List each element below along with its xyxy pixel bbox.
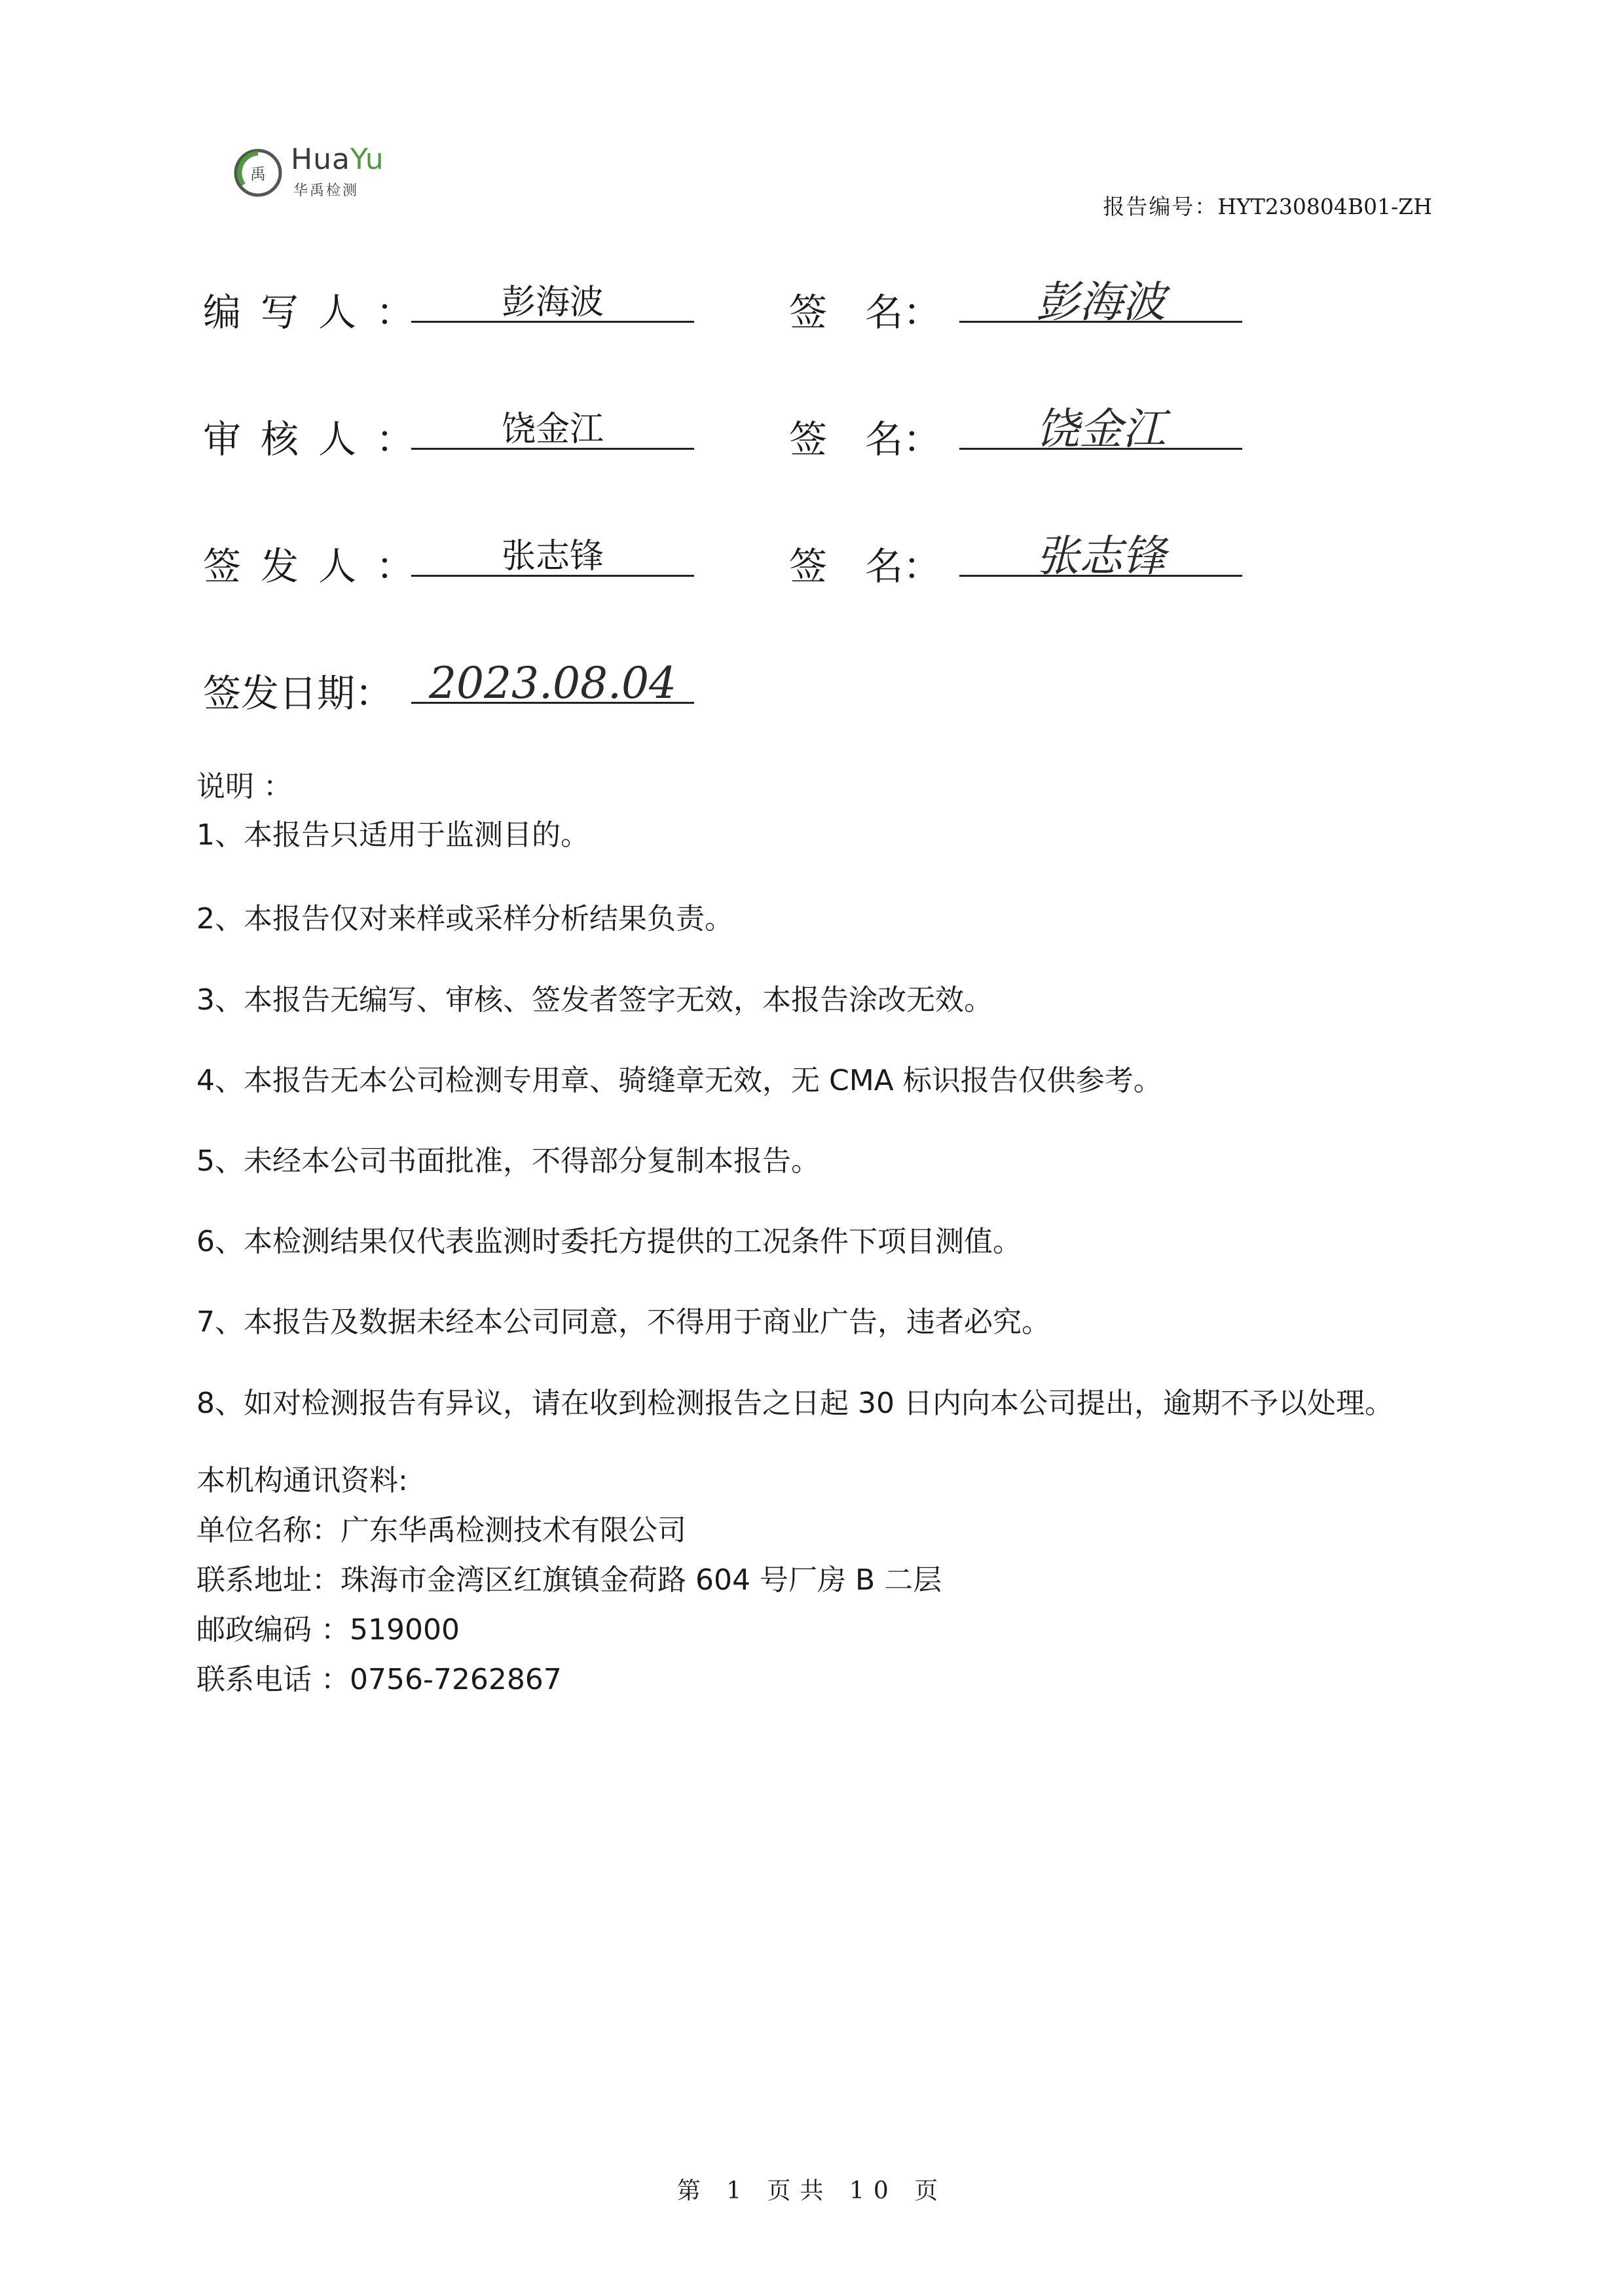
issue-date-value: 2023.08.04 [429,658,676,708]
issuer-signature-line [959,529,1242,581]
logo-subtitle: 华禹检测 [293,183,360,199]
contact-section [196,1459,1441,1703]
contact-heading: 本机构通讯资料: [196,1463,408,1497]
report-number-value: HYT230804B01-ZH [1217,194,1432,219]
note-item: 3、本报告无编写、审核、签发者签字无效，本报告涂改无效。 [196,983,993,1017]
author-signature: 彭海波 [1036,277,1166,327]
issuer-label: 签发人： [203,544,434,589]
reviewer-signature: 饶金江 [1036,404,1166,454]
author-name: 彭海波 [411,275,694,323]
issuer-name: 张志锋 [411,529,694,577]
contact-postcode: 邮政编码 ：519000 [196,1613,460,1647]
note-item: 6、本检测结果仅代表监测时委托方提供的工况条件下项目测值。 [196,1225,1022,1259]
note-item: 2、本报告仅对来样或采样分析结果负责。 [196,902,733,936]
svg-text:禹: 禹 [250,165,266,183]
notes-heading: 说明 ： [196,770,292,803]
huayu-logo-icon [231,145,286,200]
note-item: 1、本报告只适用于监测目的。 [196,818,589,852]
page-number: 第 1 页共 10 页 [676,2178,948,2204]
issuer-sign-label: 签 名： [789,544,942,589]
contact-phone: 联系电话 ：0756-7262867 [196,1663,562,1697]
reviewer-signature-line [959,402,1242,454]
contact-address: 联系地址：珠海市金湾区红旗镇金荷路 604 号厂房 B 二层 [196,1563,942,1597]
reviewer-label: 审核人： [203,417,434,462]
reviewer-sign-label: 签 名： [789,417,942,462]
report-number-label: 报告编号： [1103,194,1218,219]
report-number [1103,190,1432,221]
author-sign-label: 签 名： [789,290,942,335]
note-item: 4、本报告无本公司检测专用章、骑缝章无效，无 CMA 标识报告仅供参考。 [196,1063,1162,1097]
issue-date-line [411,656,694,708]
issuer-signature: 张志锋 [1036,531,1166,581]
issue-date-label: 签发日期： [203,671,394,716]
logo-wordmark: HuaYu [291,143,384,176]
contact-company: 单位名称：广东华禹检测技术有限公司 [196,1513,686,1547]
author-label: 编写人： [203,290,434,335]
reviewer-name: 饶金江 [411,402,694,450]
note-item: 7、本报告及数据未经本公司同意，不得用于商业广告，违者必究。 [196,1305,1050,1339]
note-item: 5、未经本公司书面批准，不得部分复制本报告。 [196,1144,820,1178]
note-item: 8、如对检测报告有异议，请在收到检测报告之日起 30 日内向本公司提出，逾期不予以处理。 [196,1386,1393,1420]
company-logo [231,143,401,202]
author-signature-line [959,275,1242,327]
notes-section [196,765,1441,1708]
